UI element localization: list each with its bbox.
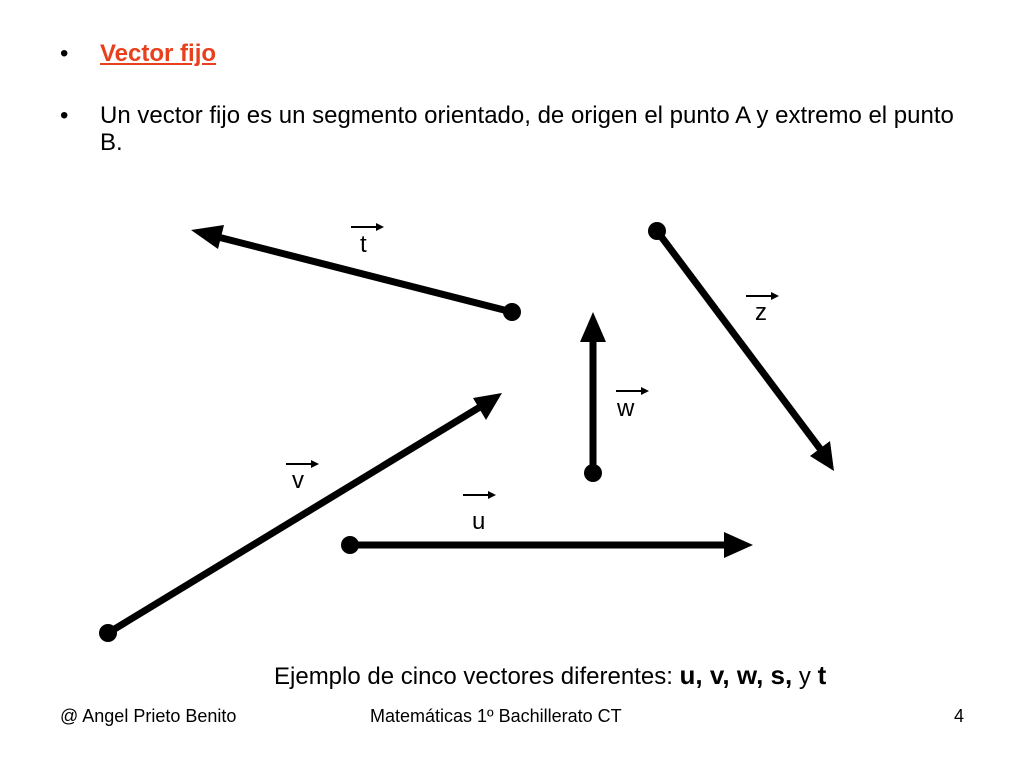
caption-last-vector: t (817, 660, 827, 690)
bullet-marker: • (60, 40, 69, 67)
footer-page-number: 4 (954, 706, 965, 726)
footer-course: Matemáticas 1º Bachillerato CT (370, 706, 622, 726)
footer-author: @ Angel Prieto Benito (60, 706, 237, 726)
bullet-marker: • (60, 102, 69, 129)
vector-w-label: w (617, 395, 635, 422)
vector-v (99, 393, 502, 642)
vector-t-label-arrowhead (376, 223, 384, 231)
vector-u-label: u (472, 508, 486, 535)
vector-z-shaft (657, 231, 821, 450)
vector-z-label: z (755, 299, 767, 326)
vector-w-origin (584, 464, 602, 482)
vector-w-arrowhead (580, 312, 606, 342)
vector-t-arrowhead (191, 225, 224, 249)
vector-z-label-arrowhead (771, 292, 779, 300)
vector-t-origin (503, 303, 521, 321)
vector-t-label: t (360, 231, 367, 258)
vector-v-label-arrowhead (311, 460, 319, 468)
vector-w-label-arrowhead (641, 387, 649, 395)
vector-z (648, 222, 834, 471)
definition-text: Un vector fijo es un segmento orientado, de origen el punto A y extremo el punto B. (100, 102, 954, 156)
diagram-caption (274, 660, 826, 691)
slide-title: Vector fijo (100, 40, 217, 67)
vector-v-origin (99, 624, 117, 642)
vector-u-origin (341, 536, 359, 554)
vector-v-label: v (292, 467, 304, 494)
caption-prefix: Ejemplo de cinco vectores diferentes: (274, 663, 680, 690)
caption-vector-names: u, v, w, s, (679, 660, 793, 690)
vector-u (341, 491, 753, 558)
vector-u-label-arrowhead (488, 491, 496, 499)
vector-t (191, 223, 521, 321)
caption-conjunction: y (792, 663, 818, 690)
vector-z-origin (648, 222, 666, 240)
vector-w (580, 312, 649, 482)
vector-u-arrowhead (724, 532, 753, 558)
vector-v-shaft (108, 407, 480, 633)
